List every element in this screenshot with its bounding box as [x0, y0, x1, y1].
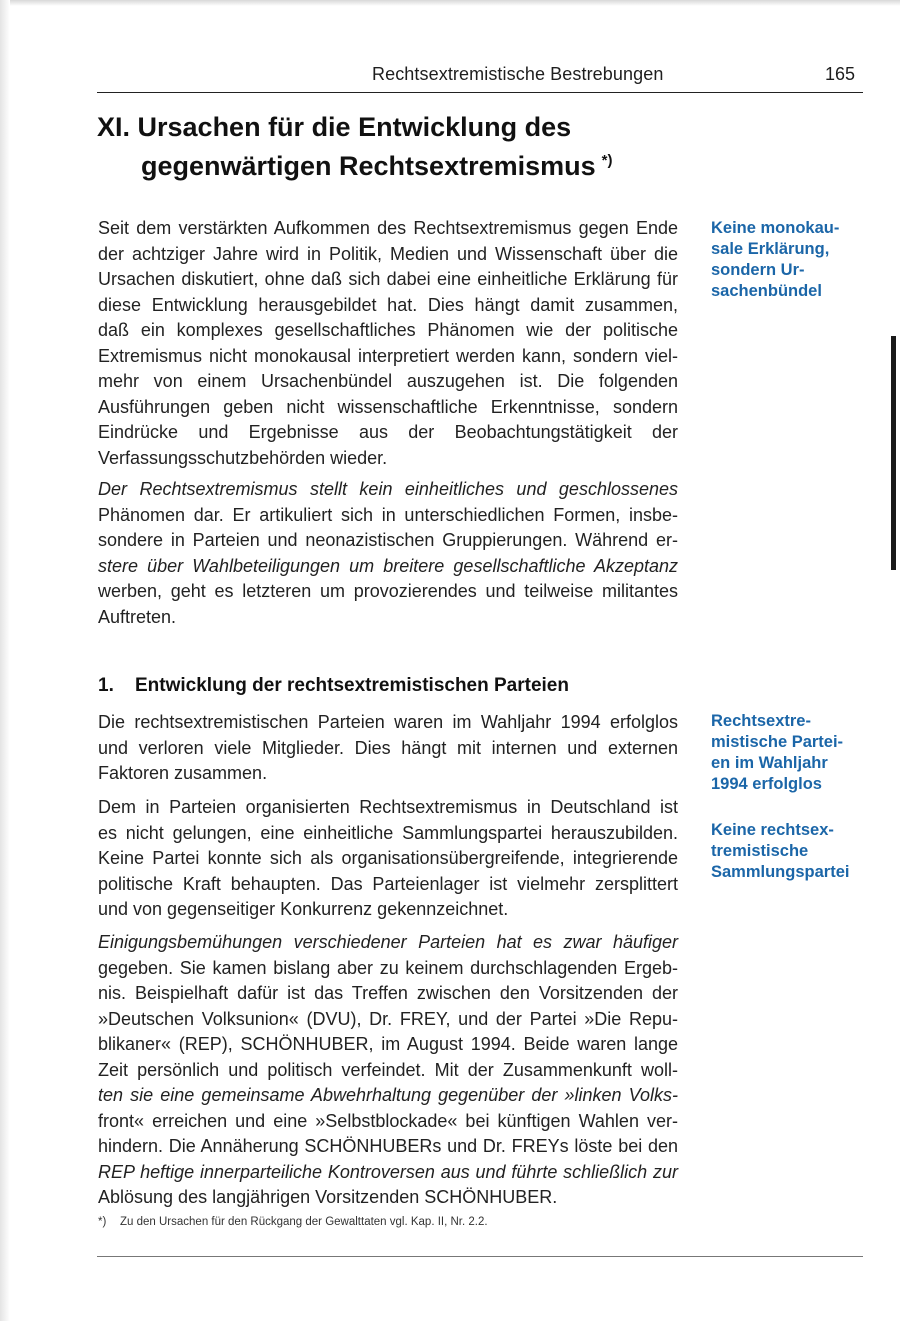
text-line: werben, geht es letzteren um provozierendes und teilweise militantes — [98, 581, 678, 601]
text-line: Auftreten. — [98, 606, 177, 627]
footnote-marker: *) — [98, 1216, 107, 1228]
page-number: 165 — [825, 64, 856, 84]
text-line: Verfassungsschutzbehörden wieder. — [98, 447, 388, 468]
page-edge-shadow-left — [0, 0, 10, 1321]
paragraph — [98, 930, 678, 1211]
text-line: Dem in Parteien organisierten Rechtsextremismus in Deutschland ist — [98, 797, 678, 817]
margin-note-1 — [711, 218, 871, 302]
text-line: Der Rechtsextremismus stellt kein einheitliches und geschlossenes — [98, 479, 678, 499]
text-line: Ursachen diskutiert, ohne daß sich dabei eine einheitliche Erklärung für — [98, 269, 678, 289]
footer-rule — [97, 1256, 863, 1257]
text-line: Keine Partei konnte sich als organisationsübergreifende, integrierende — [98, 848, 678, 868]
section-number: 1. — [98, 675, 114, 696]
margin-note-line: Rechtsextre- — [711, 712, 811, 730]
text-line: es nicht gelungen, eine einheitliche Sammlungspartei herauszubilden. — [98, 822, 678, 843]
text-line: Seit dem verstärkten Aufkommen des Rechtsextremismus gegen Ende — [98, 218, 678, 238]
text-line: gegeben. Sie kamen bislang aber zu keinem durchschlagenden Ergeb- — [98, 957, 678, 978]
text-line: Phänomen dar. Er artikuliert sich in unterschiedlichen Formen, insbe- — [98, 504, 678, 525]
text-line: daß ein komplexes gesellschaftliches Phänomen wie der politische — [98, 320, 678, 340]
text-line: Ausführungen geben nicht wissenschaftliche Erkenntnisse, sondern — [98, 396, 678, 417]
margin-note-line: mistische Partei- — [711, 733, 844, 751]
paragraph — [98, 710, 678, 787]
footnote — [98, 1216, 488, 1228]
text-line: Zeit persönlich und politisch verfeindet. Mit der Zusammenkunft woll- — [98, 1059, 678, 1080]
header-rule — [97, 92, 863, 93]
text-line: mehr von einem Ursachenbündel auszugehen ist. Die folgenden — [98, 371, 678, 391]
chapter-title — [97, 110, 613, 183]
intro-paragraph-1 — [98, 216, 678, 471]
margin-note-line: Sammlungspartei — [711, 863, 850, 881]
section-paragraph-3 — [98, 930, 678, 1211]
text-line: hindern. Die Annäherung SCHÖNHUBERs und Dr. FREYs löste bei den — [98, 1136, 678, 1156]
chapter-edge-marker — [891, 336, 896, 570]
margin-note-line: sachenbündel — [711, 282, 822, 300]
text-line: nis. Beispielhaft dafür ist das Treffen zwischen den Vorsitzenden der — [98, 983, 678, 1003]
margin-note-line: Keine monokau- — [711, 219, 840, 237]
margin-note-line: en im Wahljahr — [711, 754, 828, 772]
chapter-title-line-2 — [97, 144, 613, 183]
paragraph — [98, 477, 678, 630]
chapter-footnote-reference[interactable]: *) — [601, 152, 613, 169]
text-line: Eindrücke und Ergebnisse aus der Beobachtungstätigkeit der — [98, 422, 678, 442]
text-line: und verloren viele Mitglieder. Dies hängt mit internen und externen — [98, 737, 678, 758]
margin-note-line: sale Erklärung, — [711, 240, 830, 258]
intro-paragraph-2 — [98, 477, 678, 630]
margin-note-3 — [711, 820, 871, 883]
chapter-title-line-2-text: gegenwärtigen Rechtsextremismus — [141, 151, 596, 181]
paragraph — [98, 216, 678, 471]
margin-note-line: 1994 erfolglos — [711, 775, 822, 793]
text-line: stere über Wahlbeteiligungen um breitere gesellschaftliche Akzeptanz — [98, 555, 678, 576]
text-line: und von gegenseitiger Konkurrenz gekennzeichnet. — [98, 899, 509, 919]
page-edge-shadow — [0, 0, 900, 6]
section-paragraph-1 — [98, 710, 678, 787]
margin-note-2 — [711, 711, 871, 795]
running-head: Rechtsextremistische Bestrebungen — [372, 64, 664, 84]
text-line: Ablösung des langjährigen Vorsitzenden SCHÖNHUBER. — [98, 1187, 558, 1207]
text-line: blikaner« (REP), SCHÖNHUBER, im August 1994. Beide waren lange — [98, 1034, 678, 1054]
section-paragraph-2 — [98, 795, 678, 923]
text-line: politische Kraft behaupten. Das Parteienlager ist vielmehr zersplittert — [98, 873, 678, 894]
paragraph — [98, 795, 678, 923]
margin-note-line: tremistische — [711, 842, 809, 860]
text-line: ten sie eine gemeinsame Abwehrhaltung gegenüber der »linken Volks- — [98, 1085, 678, 1105]
text-line: Die rechtsextremistischen Parteien waren im Wahljahr 1994 erfolglos — [98, 712, 678, 732]
section-title: Entwicklung der rechtsextremistischen Parteien — [135, 675, 569, 696]
text-line: »Deutschen Volksunion« (DVU), Dr. FREY, und der Partei »Die Repu- — [98, 1008, 678, 1029]
text-line: Extremismus nicht monokausal interpretiert werden kann, sondern viel- — [98, 345, 678, 366]
margin-note-line: sondern Ur- — [711, 261, 805, 279]
text-line: Einigungsbemühungen verschiedener Parteien hat es zwar häufiger — [98, 932, 678, 952]
text-line: Faktoren zusammen. — [98, 763, 268, 783]
section-heading — [98, 675, 569, 697]
text-line: sondere in Parteien und neonazistischen Gruppierungen. Während er- — [98, 530, 678, 550]
margin-note-line: Keine rechtsex- — [711, 821, 834, 839]
chapter-title-line-1: XI. Ursachen für die Entwicklung des — [97, 112, 572, 142]
text-line: front« erreichen und eine »Selbstblockade« bei künftigen Wahlen ver- — [98, 1110, 678, 1131]
text-line: diese Entwicklung herausgebildet hat. Dies hängt damit zusammen, — [98, 294, 678, 315]
footnote-text: Zu den Ursachen für den Rückgang der Gewalttaten vgl. Kap. II, Nr. 2.2. — [120, 1216, 488, 1228]
text-line: der achtziger Jahre wird in Politik, Medien und Wissenschaft über die — [98, 243, 678, 264]
text-line: REP heftige innerparteiliche Kontroversen aus und führte schließlich zur — [98, 1161, 678, 1182]
